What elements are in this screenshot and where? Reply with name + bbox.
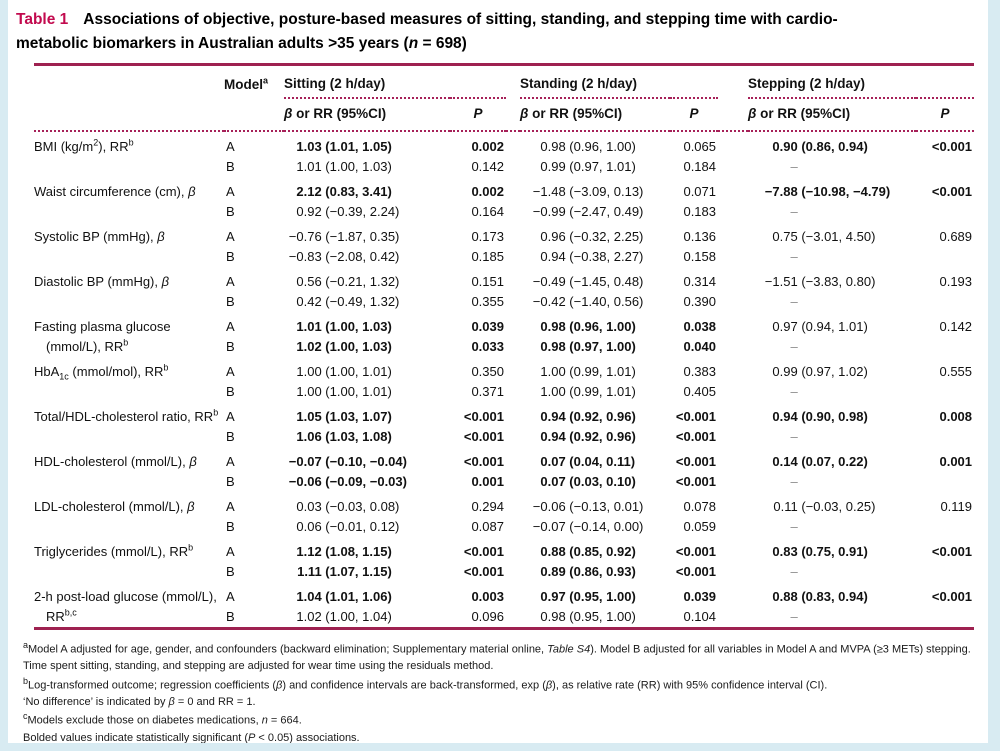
sitting-p-header: P [450, 98, 506, 131]
model-cell: B [226, 339, 235, 355]
stepping-p-value-cell: 0.119 [940, 499, 973, 515]
table-row [34, 312, 974, 337]
footnote-text: Models exclude those on diabetes medications, n = 664. [27, 715, 302, 727]
footnote-marker: b [23, 675, 29, 686]
spacer [506, 292, 520, 312]
stepping-p-value-cell: <0.001 [931, 184, 973, 200]
sitting-estimate-cell: −0.06 (−0.09, −0.03) [288, 474, 407, 490]
sub-header-row [34, 98, 974, 131]
spacer [506, 267, 520, 292]
stepping-group-header: Stepping (2 h/day) [748, 65, 974, 99]
spacer [718, 402, 748, 427]
footnote-text: Bolded values indicate statistically significant (P < 0.05) associations. [23, 731, 360, 743]
footnote-text: Model A adjusted for age, gender, and confounders (backward elimination; Supplementary material online, Table S4). Model B adjusted for all variables in Model A and MVPA (≥3 METs) stepping. Time spent sitting, standing, and stepping are adjusted for wear time using the residuals method. [23, 643, 971, 673]
biomarker-group [34, 177, 974, 222]
standing-p-value-cell: 0.136 [683, 229, 717, 245]
stepping-estimate-cell: 0.94 (0.90, 0.98) [772, 409, 868, 425]
spacer [718, 472, 748, 492]
stepping-p-value-cell [916, 202, 974, 222]
model-cell: B [226, 249, 235, 265]
standing-p-value-cell: 0.390 [683, 294, 717, 310]
sitting-estimate-cell: 0.03 (−0.03, 0.08) [296, 499, 400, 515]
stepping-p-header: P [916, 98, 974, 131]
stepping-estimate-cell: −7.88 (−10.98, −4.79) [764, 184, 891, 200]
spacer [718, 312, 748, 337]
stepping-estimate-cell: 0.90 (0.86, 0.94) [772, 139, 868, 155]
footnote [23, 675, 978, 694]
spacer [718, 131, 748, 157]
standing-p-value-cell: 0.314 [683, 274, 717, 290]
sitting-estimate-cell: 1.03 (1.01, 1.05) [296, 139, 392, 155]
no-value-dash: – [790, 519, 798, 535]
sitting-p-value-cell: 0.039 [471, 319, 504, 335]
footnote-marker: a [23, 640, 29, 651]
table-row [34, 447, 974, 472]
stepping-p-value-cell [916, 517, 974, 537]
sitting-estimate-cell: 1.02 (1.00, 1.03) [296, 339, 392, 355]
footnote [23, 694, 978, 711]
sitting-estimate-cell: 1.01 (1.00, 1.03) [296, 159, 392, 175]
standing-estimate-cell: 0.96 (−0.32, 2.25) [540, 229, 644, 245]
stepping-estimate-cell: 0.99 (0.97, 1.02) [772, 364, 868, 380]
standing-group-header: Standing (2 h/day) [520, 65, 718, 99]
sitting-p-value-cell: 0.001 [471, 474, 504, 490]
biomarker-label: BMI $(kg/m^2)$, $RR^b$ [34, 137, 134, 155]
stepping-estimate-cell [748, 382, 916, 402]
standing-estimate-cell: −0.99 (−2.47, 0.49) [532, 204, 644, 220]
biomarker-group [34, 312, 974, 357]
stepping-estimate-cell: 0.83 (0.75, 0.91) [772, 544, 868, 560]
standing-estimate-cell: −0.06 (−0.13, 0.01) [532, 499, 644, 515]
biomarker-group [34, 447, 974, 492]
spacer [718, 267, 748, 292]
standing-estimate-header: β or RR (95%CI) [520, 98, 670, 131]
table-header [34, 65, 974, 132]
sitting-estimate-cell: 0.56 (−0.21, 1.32) [296, 274, 400, 290]
spacer [506, 131, 520, 157]
no-value-dash: – [790, 564, 798, 580]
biomarker-label: 2-h post-load glucose (mmol/L), RR$^{b,c}$ [34, 589, 217, 625]
standing-estimate-cell: 0.94 (−0.38, 2.27) [540, 249, 644, 265]
standing-estimate-cell: 0.98 (0.96, 1.00) [540, 319, 636, 335]
sitting-estimate-cell: −0.83 (−2.08, 0.42) [288, 249, 400, 265]
stepping-p-value-cell: 0.555 [939, 364, 973, 380]
stepping-p-value-cell [916, 157, 974, 177]
sitting-p-value-cell: 0.185 [471, 249, 504, 265]
biomarker-label: LDL-cholesterol (mmol/L), β [34, 499, 195, 515]
standing-p-value-cell: <0.001 [675, 429, 717, 445]
label-column-header [34, 65, 224, 99]
stepping-p-value-cell: 0.001 [939, 454, 973, 470]
biomarker-group [34, 267, 974, 312]
stepping-estimate-cell: 0.11 (−0.03, 0.25) [773, 499, 876, 515]
table-title [14, 6, 980, 63]
sitting-estimate-cell: 1.02 (1.00, 1.04) [296, 609, 392, 625]
spacer [506, 427, 520, 447]
biomarker-group [34, 222, 974, 267]
spacer [718, 157, 748, 177]
no-value-dash: – [790, 339, 798, 355]
sitting-p-value-cell: 0.350 [471, 364, 504, 380]
sitting-estimate-cell: −0.07 (−0.10, −0.04) [288, 454, 407, 470]
stepping-p-value-cell [916, 292, 974, 312]
stepping-p-value-cell: 0.142 [939, 319, 973, 335]
model-cell: B [226, 564, 235, 580]
table-number: Table 1 [16, 11, 69, 28]
model-cell: A [226, 184, 235, 200]
standing-p-value-cell: <0.001 [675, 544, 717, 560]
standing-estimate-cell: −1.48 (−3.09, 0.13) [532, 184, 644, 200]
spacer [718, 357, 748, 382]
spacer [718, 492, 748, 517]
standing-p-value-cell: 0.071 [683, 184, 717, 200]
spacer [224, 98, 284, 131]
no-value-dash: – [790, 159, 798, 175]
spacer [34, 98, 224, 131]
biomarker-group [34, 357, 974, 402]
standing-p-value-cell: 0.059 [683, 519, 717, 535]
sitting-p-value-cell: 0.096 [471, 609, 504, 625]
stepping-estimate-cell: 0.75 (−3.01, 4.50) [772, 229, 876, 245]
spacer [506, 247, 520, 267]
stepping-estimate-header: β or RR (95%CI) [748, 98, 916, 131]
no-value-dash: – [790, 249, 798, 265]
sitting-p-value-cell: <0.001 [463, 564, 504, 580]
stepping-estimate-cell [748, 202, 916, 222]
model-cell: A [226, 409, 235, 425]
standing-p-value-cell: 0.158 [683, 249, 717, 265]
stepping-estimate-cell [748, 292, 916, 312]
sitting-p-value-cell: 0.002 [471, 139, 504, 155]
stepping-p-value-cell: <0.001 [931, 589, 973, 605]
sitting-p-value-cell: 0.151 [471, 274, 504, 290]
spacer [506, 562, 520, 582]
spacer [718, 247, 748, 267]
table-row [34, 537, 974, 562]
standing-p-value-cell: 0.405 [683, 384, 717, 400]
table-row [34, 492, 974, 517]
stepping-p-value-cell [916, 337, 974, 357]
sitting-estimate-cell: 1.05 (1.03, 1.07) [296, 409, 392, 425]
table-row [34, 177, 974, 202]
sitting-estimate-header: β or RR (95%CI) [284, 98, 450, 131]
spacer [506, 447, 520, 472]
model-cell: B [226, 294, 235, 310]
standing-p-value-cell: 0.383 [683, 364, 717, 380]
spacer [718, 607, 748, 629]
sitting-p-value-cell: 0.003 [471, 589, 504, 605]
spacer [506, 312, 520, 337]
spacer [506, 337, 520, 357]
spacer [718, 562, 748, 582]
biomarker-label: Systolic BP (mmHg), β [34, 229, 165, 245]
no-value-dash: – [790, 474, 798, 490]
spacer [506, 382, 520, 402]
stepping-p-value-cell: <0.001 [931, 139, 973, 155]
sitting-estimate-cell: 0.42 (−0.49, 1.32) [296, 294, 400, 310]
stepping-estimate-cell: 0.14 (0.07, 0.22) [772, 454, 868, 470]
spacer [718, 202, 748, 222]
table-row [34, 357, 974, 382]
sitting-p-value-cell: 0.002 [471, 184, 504, 200]
spacer [718, 337, 748, 357]
spacer [506, 582, 520, 607]
spacer [718, 447, 748, 472]
stepping-p-value-cell: 0.008 [939, 409, 973, 425]
table-panel [8, 0, 988, 743]
biomarker-label: HDL-cholesterol (mmol/L), β [34, 454, 197, 470]
standing-p-value-cell: <0.001 [675, 474, 717, 490]
results-table [34, 63, 974, 630]
table-row [34, 402, 974, 427]
footnote-text: Log-transformed outcome; regression coefficients (β) and confidence intervals are back-transformed, exp (β), as relative rate (RR) with 95% confidence interval (CI). [28, 679, 828, 692]
model-cell: B [226, 519, 235, 535]
sitting-estimate-cell: 2.12 (0.83, 3.41) [296, 184, 392, 200]
model-cell: A [226, 319, 235, 335]
sitting-estimate-cell: 0.92 (−0.39, 2.24) [296, 204, 400, 220]
biomarker-group [34, 492, 974, 537]
stepping-estimate-cell [748, 427, 916, 447]
standing-estimate-cell: −0.07 (−0.14, 0.00) [532, 519, 644, 535]
standing-estimate-cell: 0.07 (0.04, 0.11) [540, 454, 636, 470]
sitting-estimate-cell: 1.12 (1.08, 1.15) [296, 544, 392, 560]
biomarker-label: Total/HDL-cholesterol ratio, $RR^b$ [34, 407, 219, 425]
standing-estimate-cell: 1.00 (0.99, 1.01) [540, 384, 636, 400]
stepping-p-value-cell [916, 247, 974, 267]
sitting-p-value-cell: 0.142 [471, 159, 504, 175]
spacer [506, 177, 520, 202]
stepping-p-value-cell: 0.193 [939, 274, 973, 290]
standing-estimate-cell: 0.97 (0.95, 1.00) [540, 589, 636, 605]
stepping-estimate-cell [748, 472, 916, 492]
spacer [718, 292, 748, 312]
no-value-dash: – [790, 294, 798, 310]
spacer [718, 65, 748, 99]
spacer [506, 472, 520, 492]
sitting-p-value-cell: 0.173 [471, 229, 504, 245]
biomarker-group [34, 537, 974, 582]
sitting-estimate-cell: 0.06 (−0.01, 0.12) [296, 519, 400, 535]
sitting-p-value-cell: <0.001 [463, 454, 504, 470]
stepping-estimate-cell [748, 337, 916, 357]
standing-p-value-cell: 0.040 [683, 339, 717, 355]
spacer [718, 427, 748, 447]
sitting-p-value-cell: 0.371 [471, 384, 504, 400]
standing-estimate-cell: 0.98 (0.97, 1.00) [540, 339, 636, 355]
spacer [718, 582, 748, 607]
standing-p-value-cell: 0.104 [683, 609, 717, 625]
standing-estimate-cell: 0.98 (0.95, 1.00) [540, 609, 636, 625]
sitting-estimate-cell: −0.76 (−1.87, 0.35) [288, 229, 400, 245]
standing-estimate-cell: 1.00 (0.99, 1.01) [540, 364, 636, 380]
model-cell: B [226, 429, 235, 445]
standing-p-value-cell: 0.184 [683, 159, 717, 175]
biomarker-group [34, 582, 974, 629]
spacer [506, 65, 520, 99]
biomarker-label: Waist circumference (cm), β [34, 184, 196, 200]
model-cell: A [226, 364, 235, 380]
model-cell: A [226, 274, 235, 290]
spacer [718, 537, 748, 562]
spacer [506, 607, 520, 629]
sitting-estimate-cell: 1.06 (1.03, 1.08) [296, 429, 392, 445]
footnote [23, 639, 978, 675]
standing-estimate-cell: 0.88 (0.85, 0.92) [540, 544, 636, 560]
standing-estimate-cell: 0.94 (0.92, 0.96) [540, 429, 636, 445]
stepping-estimate-cell [748, 517, 916, 537]
footnote-text: ‘No difference’ is indicated by β = 0 and RR = 1. [23, 695, 256, 708]
standing-estimate-cell: −0.42 (−1.40, 0.56) [532, 294, 644, 310]
spacer [718, 517, 748, 537]
footnotes [23, 639, 978, 743]
stepping-estimate-cell [748, 607, 916, 629]
stepping-estimate-cell: 0.97 (0.94, 1.01) [772, 319, 868, 335]
table-row [34, 222, 974, 247]
stepping-estimate-cell [748, 562, 916, 582]
spacer [506, 492, 520, 517]
biomarker-group [34, 131, 974, 177]
no-value-dash: – [790, 384, 798, 400]
stepping-p-value-cell: <0.001 [931, 544, 973, 560]
sitting-p-value-cell: 0.294 [471, 499, 504, 515]
sitting-estimate-cell: 1.01 (1.00, 1.03) [296, 319, 392, 335]
biomarker-label: Fasting plasma glucose (mmol/L), $RR^b$ [34, 319, 171, 355]
footnote-marker: c [23, 711, 28, 722]
sitting-estimate-cell: 1.00 (1.00, 1.01) [296, 364, 392, 380]
biomarker-label: Diastolic BP (mmHg), β [34, 274, 170, 290]
spacer [506, 517, 520, 537]
no-value-dash: – [790, 609, 798, 625]
model-column-header: Model$^a$ [224, 75, 269, 93]
spacer [718, 98, 748, 131]
spacer [506, 357, 520, 382]
standing-p-value-cell: 0.038 [683, 319, 717, 335]
spacer [718, 222, 748, 247]
sitting-p-value-cell: <0.001 [463, 544, 504, 560]
standing-p-value-cell: 0.183 [683, 204, 717, 220]
stepping-estimate-cell: 0.88 (0.83, 0.94) [772, 589, 868, 605]
model-cell: A [226, 589, 235, 605]
standing-p-value-cell: <0.001 [675, 409, 717, 425]
standing-p-value-cell: 0.039 [683, 589, 717, 605]
model-cell: A [226, 139, 235, 155]
model-cell: B [226, 474, 235, 490]
model-cell: B [226, 609, 235, 625]
standing-p-header: P [670, 98, 718, 131]
sitting-estimate-cell: 1.00 (1.00, 1.01) [296, 384, 392, 400]
standing-estimate-cell: 0.99 (0.97, 1.01) [540, 159, 636, 175]
model-cell: A [226, 499, 235, 515]
model-cell: A [226, 544, 235, 560]
sitting-p-value-cell: <0.001 [463, 429, 504, 445]
no-value-dash: – [790, 204, 798, 220]
standing-estimate-cell: 0.98 (0.96, 1.00) [540, 139, 636, 155]
model-cell: B [226, 384, 235, 400]
sitting-group-header: Sitting (2 h/day) [284, 65, 506, 99]
stepping-estimate-cell [748, 157, 916, 177]
spacer [506, 98, 520, 131]
no-value-dash: – [790, 429, 798, 445]
standing-estimate-cell: 0.07 (0.03, 0.10) [540, 474, 636, 490]
table-row [34, 267, 974, 292]
stepping-p-value-cell: 0.689 [939, 229, 973, 245]
biomarker-group [34, 402, 974, 447]
stepping-estimate-cell [748, 247, 916, 267]
footnote [23, 730, 978, 744]
standing-p-value-cell: 0.078 [683, 499, 717, 515]
standing-estimate-cell: 0.89 (0.86, 0.93) [540, 564, 636, 580]
model-cell: A [226, 229, 235, 245]
sitting-estimate-cell: 1.11 (1.07, 1.15) [297, 564, 392, 580]
stepping-estimate-cell: −1.51 (−3.83, 0.80) [764, 274, 876, 290]
stepping-p-value-cell [916, 427, 974, 447]
stepping-p-value-cell [916, 472, 974, 492]
table-row [34, 131, 974, 157]
stepping-p-value-cell [916, 562, 974, 582]
sitting-p-value-cell: 0.164 [471, 204, 504, 220]
spacer [506, 157, 520, 177]
biomarker-label: Triglycerides (mmol/L), $RR^b$ [34, 542, 194, 560]
model-cell: B [226, 204, 235, 220]
spacer [718, 177, 748, 202]
model-cell: A [226, 454, 235, 470]
stepping-p-value-cell [916, 382, 974, 402]
standing-p-value-cell: 0.065 [683, 139, 717, 155]
model-cell: B [226, 159, 235, 175]
spacer [506, 222, 520, 247]
footnote [23, 710, 978, 729]
spacer [718, 382, 748, 402]
standing-p-value-cell: <0.001 [675, 564, 717, 580]
sitting-p-value-cell: <0.001 [463, 409, 504, 425]
standing-p-value-cell: <0.001 [675, 454, 717, 470]
spacer [506, 402, 520, 427]
sitting-estimate-cell: 1.04 (1.01, 1.06) [296, 589, 392, 605]
sitting-p-value-cell: 0.355 [471, 294, 504, 310]
stepping-p-value-cell [916, 607, 974, 629]
biomarker-label: HbA$_{1c}$ (mmol/mol), $RR^b$ [34, 362, 169, 382]
standing-estimate-cell: 0.94 (0.92, 0.96) [540, 409, 636, 425]
sitting-p-value-cell: 0.087 [471, 519, 504, 535]
spacer [506, 537, 520, 562]
standing-estimate-cell: −0.49 (−1.45, 0.48) [532, 274, 644, 290]
sitting-p-value-cell: 0.033 [471, 339, 504, 355]
group-header-row [34, 65, 974, 99]
table-caption: Associations of objective, posture-based measures of sitting, standing, and stepping time with cardio-metabolic biomarkers in Australian adults >35 years (n = 698) [16, 11, 838, 53]
spacer [506, 202, 520, 222]
table-row [34, 582, 974, 607]
